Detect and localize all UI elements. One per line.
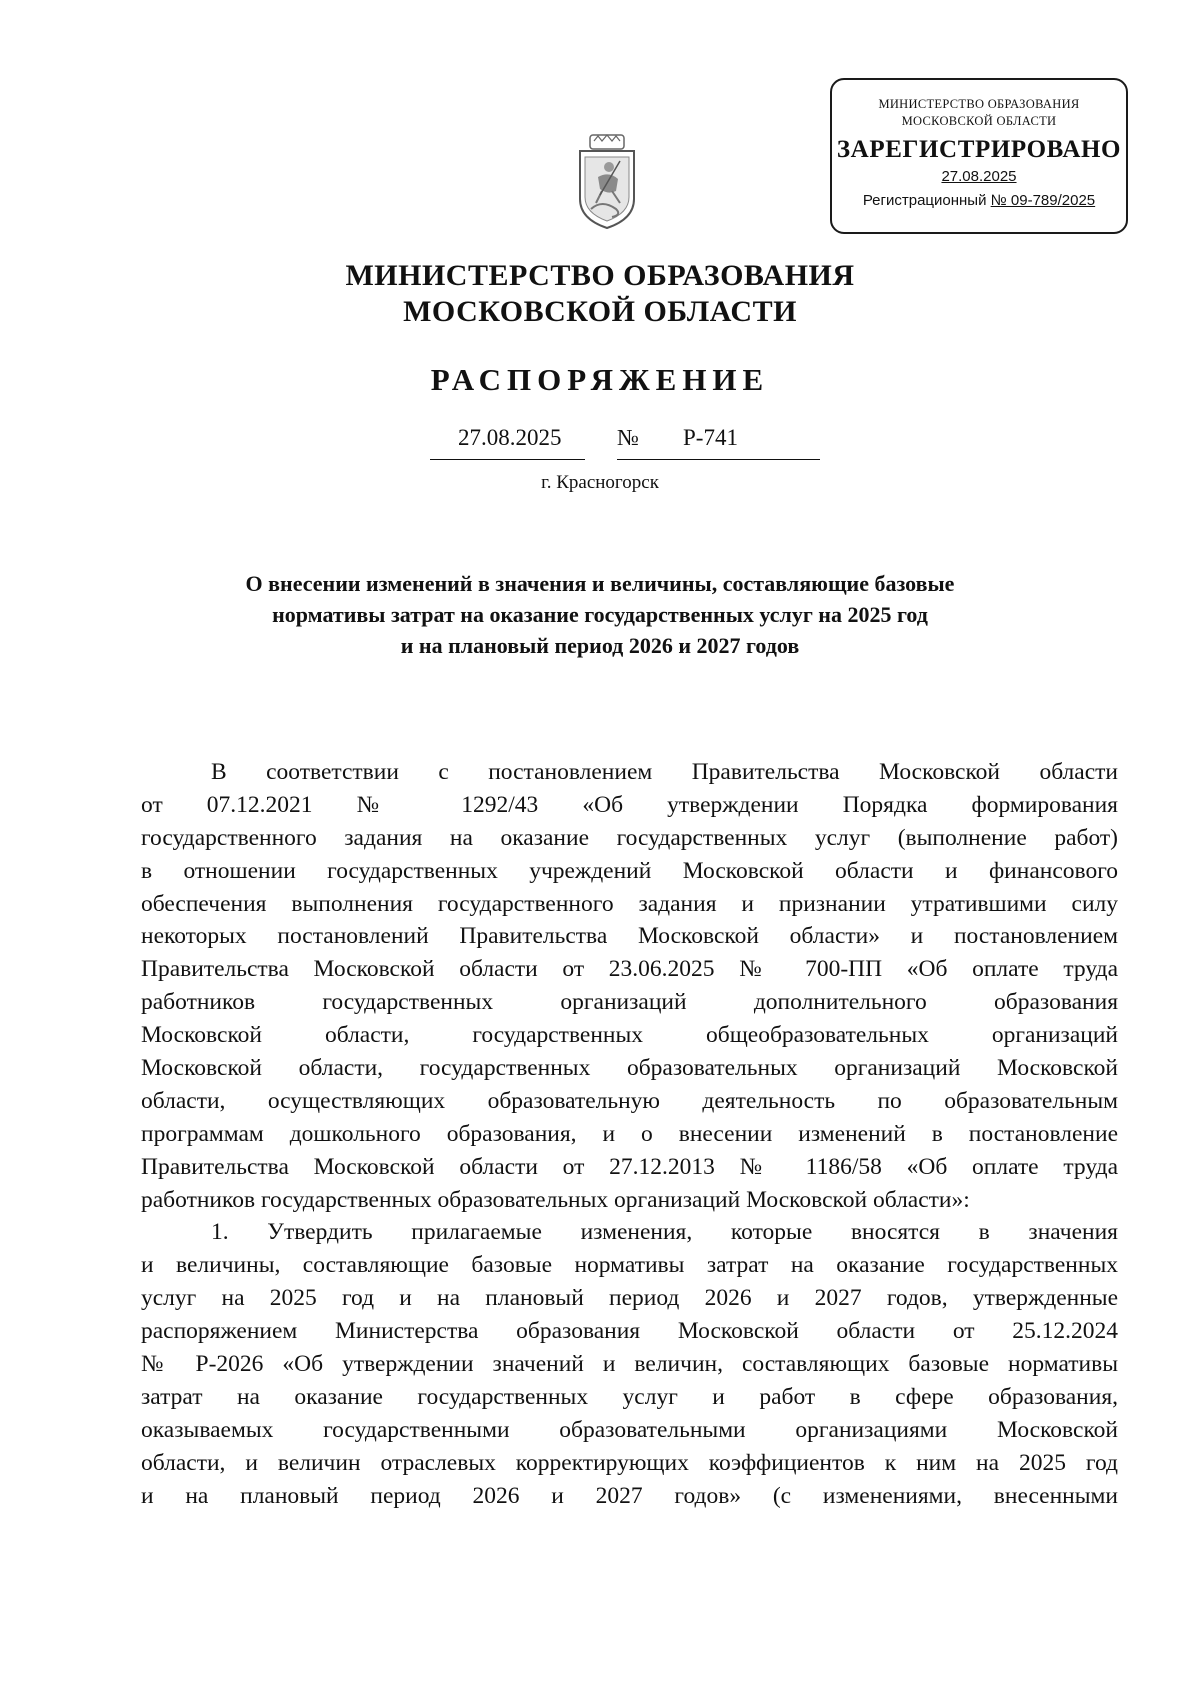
document-body bbox=[141, 756, 1118, 1512]
body-line: оказываемых государственными образовательными организациями Московской bbox=[141, 1416, 1118, 1443]
body-line: области, и величин отраслевых корректирующих коэффициентов к ним на 2025 год bbox=[141, 1449, 1118, 1476]
document-subject bbox=[0, 568, 1200, 661]
ministry-line2: МОСКОВСКОЙ ОБЛАСТИ bbox=[403, 295, 797, 328]
body-line: работников государственных организаций дополнительного образования bbox=[141, 989, 1118, 1016]
order-number: Р-741 bbox=[683, 425, 738, 450]
date-underline bbox=[430, 459, 585, 460]
ministry-name bbox=[0, 258, 1200, 330]
stamp-ministry-line2: МОСКОВСКОЙ ОБЛАСТИ bbox=[901, 114, 1057, 128]
stamp-reg-number: № 09-789/2025 bbox=[990, 192, 1096, 209]
body-line: распоряжением Министерства образования Московской области от 25.12.2024 bbox=[141, 1318, 1118, 1345]
subject-line1: О внесении изменений в значения и величины, составляющие базовые bbox=[245, 571, 955, 596]
body-line: некоторых постановлений Правительства Московской области» и постановлением bbox=[141, 923, 1118, 950]
order-date: 27.08.2025 bbox=[458, 425, 562, 450]
stamp-date: 27.08.2025 bbox=[941, 168, 1017, 185]
body-line: Московской области, государственных образовательных организаций Московской bbox=[141, 1055, 1118, 1082]
body-line: затрат на оказание государственных услуг и работ в сфере образования, bbox=[141, 1383, 1118, 1410]
stamp-ministry-line1: МИНИСТЕРСТВО ОБРАЗОВАНИЯ bbox=[878, 97, 1080, 111]
body-line: и на плановый период 2026 и 2027 годов» (с изменениями, внесенными bbox=[141, 1482, 1118, 1509]
coat-of-arms-icon bbox=[576, 133, 638, 231]
body-line: работников государственных образовательных организаций Московской области»: bbox=[141, 1186, 970, 1213]
body-line: области, осуществляющих образовательную деятельность по образовательным bbox=[141, 1087, 1118, 1114]
body-line: Правительства Московской области от 27.12.2013 № 1186/58 «Об оплате труда bbox=[141, 1153, 1118, 1180]
number-underline bbox=[617, 459, 820, 460]
body-line: программам дошкольного образования, и о внесении изменений в постановление bbox=[141, 1120, 1118, 1147]
body-line: услуг на 2025 год и на плановый период 2026 и 2027 годов, утвержденные bbox=[141, 1285, 1118, 1312]
stamp-registration bbox=[832, 192, 1126, 209]
body-line: 1. Утвердить прилагаемые изменения, которые вносятся в значения bbox=[211, 1219, 1118, 1246]
body-line: Правительства Московской области от 23.06.2025 № 700-ПП «Об оплате труда bbox=[141, 956, 1118, 983]
body-line: № Р-2026 «Об утверждении значений и величин, составляющих базовые нормативы bbox=[141, 1351, 1118, 1378]
body-line: обеспечения выполнения государственного задания и признании утратившими силу bbox=[141, 890, 1118, 917]
body-line: В соответствии с постановлением Правительства Московской области bbox=[211, 759, 1118, 785]
subject-line3: и на плановый период 2026 и 2027 годов bbox=[400, 633, 800, 658]
document-type: РАСПОРЯЖЕНИЕ bbox=[430, 362, 770, 397]
body-line: от 07.12.2021 № 1292/43 «Об утверждении Порядка формирования bbox=[141, 791, 1118, 818]
stamp-status: ЗАРЕГИСТРИРОВАНО bbox=[836, 136, 1122, 163]
number-sign: № bbox=[617, 425, 639, 450]
body-line: государственного задания на оказание государственных услуг (выполнение работ) bbox=[141, 824, 1118, 851]
body-line: и величины, составляющие базовые нормативы затрат на оказание государственных bbox=[141, 1252, 1118, 1279]
stamp-reg-label: Регистрационный bbox=[862, 192, 991, 209]
subject-line2: нормативы затрат на оказание государственных услуг на 2025 год bbox=[272, 602, 928, 627]
body-line: в отношении государственных учреждений Московской области и финансового bbox=[141, 857, 1118, 884]
registration-stamp bbox=[830, 78, 1128, 234]
city: г. Красногорск bbox=[541, 472, 659, 493]
ministry-line1: МИНИСТЕРСТВО ОБРАЗОВАНИЯ bbox=[345, 259, 855, 292]
body-line: Московской области, государственных общеобразовательных организаций bbox=[141, 1022, 1118, 1049]
